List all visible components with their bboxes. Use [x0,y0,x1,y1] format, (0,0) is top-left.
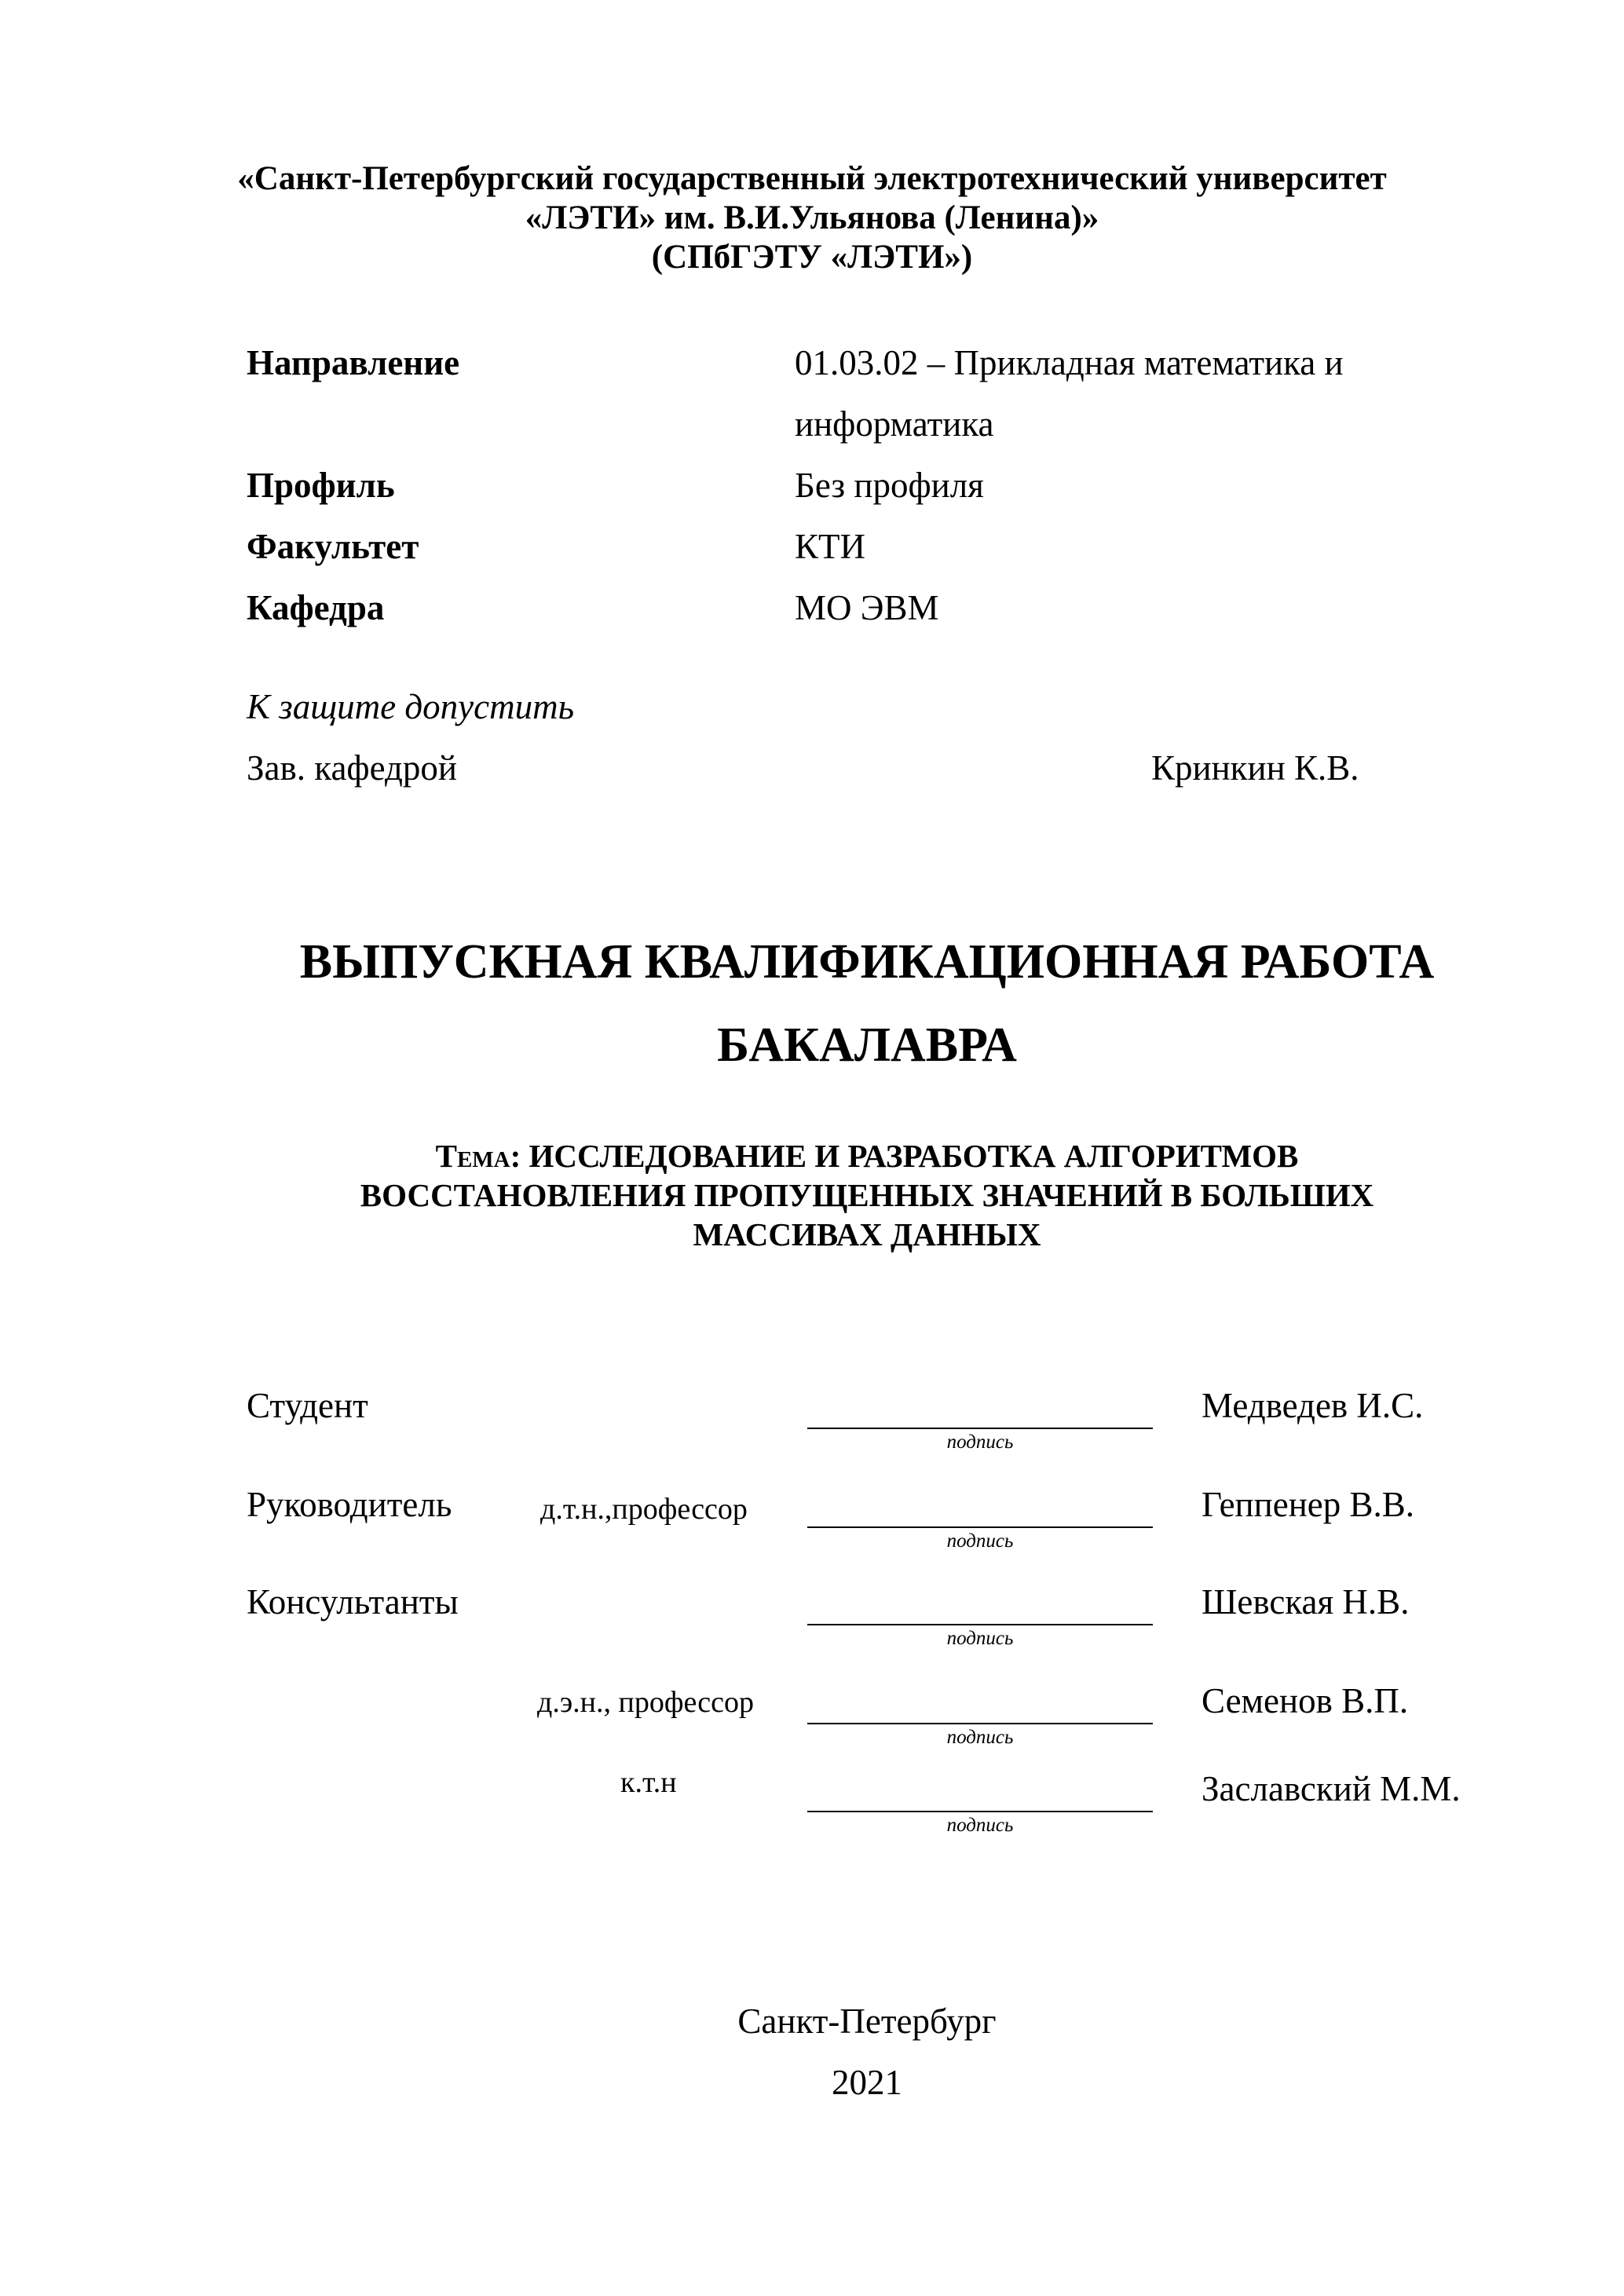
consultant1-signature-caption: подпись [946,1628,1014,1649]
thesis-title-line2: БАКАЛАВРА [717,1018,1017,1072]
consultant3-name: Заславский М.М. [1202,1769,1461,1808]
student-role-label: Студент [247,1386,368,1425]
topic-prefix: Тема: [435,1138,521,1174]
head-of-department-name: Кринкин К.В. [1151,748,1359,788]
supervisor-degree: д.т.н.,профессор [540,1493,748,1526]
consultant1-signature-line [807,1624,1153,1625]
thesis-title-line1: ВЫПУСКНАЯ КВАЛИФИКАЦИОННАЯ РАБОТА [299,935,1435,989]
consultant2-signature-caption: подпись [946,1727,1014,1748]
department-value: МО ЭВМ [795,588,939,627]
student-signature-line [807,1428,1153,1429]
profile-value: Без профиля [795,466,984,505]
student-signature-caption: подпись [946,1431,1014,1453]
footer-city: Санкт-Петербург [737,2002,997,2041]
supervisor-signature-caption: подпись [946,1530,1014,1552]
consultant1-name: Шевская Н.В. [1202,1582,1410,1621]
consultant3-signature-line [807,1811,1153,1812]
university-name-line2: «ЛЭТИ» им. В.И.Ульянова (Ленина)» [525,199,1099,236]
university-name-line1: «Санкт-Петербургский государственный электротехнический университет [237,160,1387,197]
supervisor-signature-line [807,1526,1153,1528]
faculty-label: Факультет [247,527,419,566]
topic-text-line3: МАССИВАХ ДАННЫХ [693,1216,1041,1252]
topic-line1 [0,1137,1624,1175]
direction-label: Направление [247,343,460,382]
university-abbreviation: (СПбГЭТУ «ЛЭТИ») [651,239,973,276]
topic-text-line2: ВОССТАНОВЛЕНИЯ ПРОПУЩЕННЫХ ЗНАЧЕНИЙ В БОЛЬШИХ [360,1177,1374,1213]
topic-text-line1: ИССЛЕДОВАНИЕ И РАЗРАБОТКА АЛГОРИТМОВ [529,1138,1299,1174]
department-label: Кафедра [247,588,385,627]
supervisor-name: Геппенер В.В. [1202,1485,1415,1524]
consultant3-degree: к.т.н [620,1766,677,1799]
faculty-value: КТИ [795,527,865,566]
consultant2-degree: д.э.н., профессор [537,1686,754,1719]
consultant3-signature-caption: подпись [946,1815,1014,1836]
footer-year: 2021 [832,2063,902,2102]
supervisor-role-label: Руководитель [247,1485,452,1524]
admission-text: К защите допустить [247,687,575,726]
profile-label: Профиль [247,466,395,505]
student-name: Медведев И.С. [1202,1386,1424,1425]
consultant2-name: Семенов В.П. [1202,1681,1409,1720]
consultant2-signature-line [807,1723,1153,1724]
head-of-department-label: Зав. кафедрой [247,748,457,788]
consultants-role-label: Консультанты [247,1582,459,1621]
direction-value-line1: 01.03.02 – Прикладная математика и [795,343,1344,382]
direction-value-line2: информатика [795,404,994,444]
